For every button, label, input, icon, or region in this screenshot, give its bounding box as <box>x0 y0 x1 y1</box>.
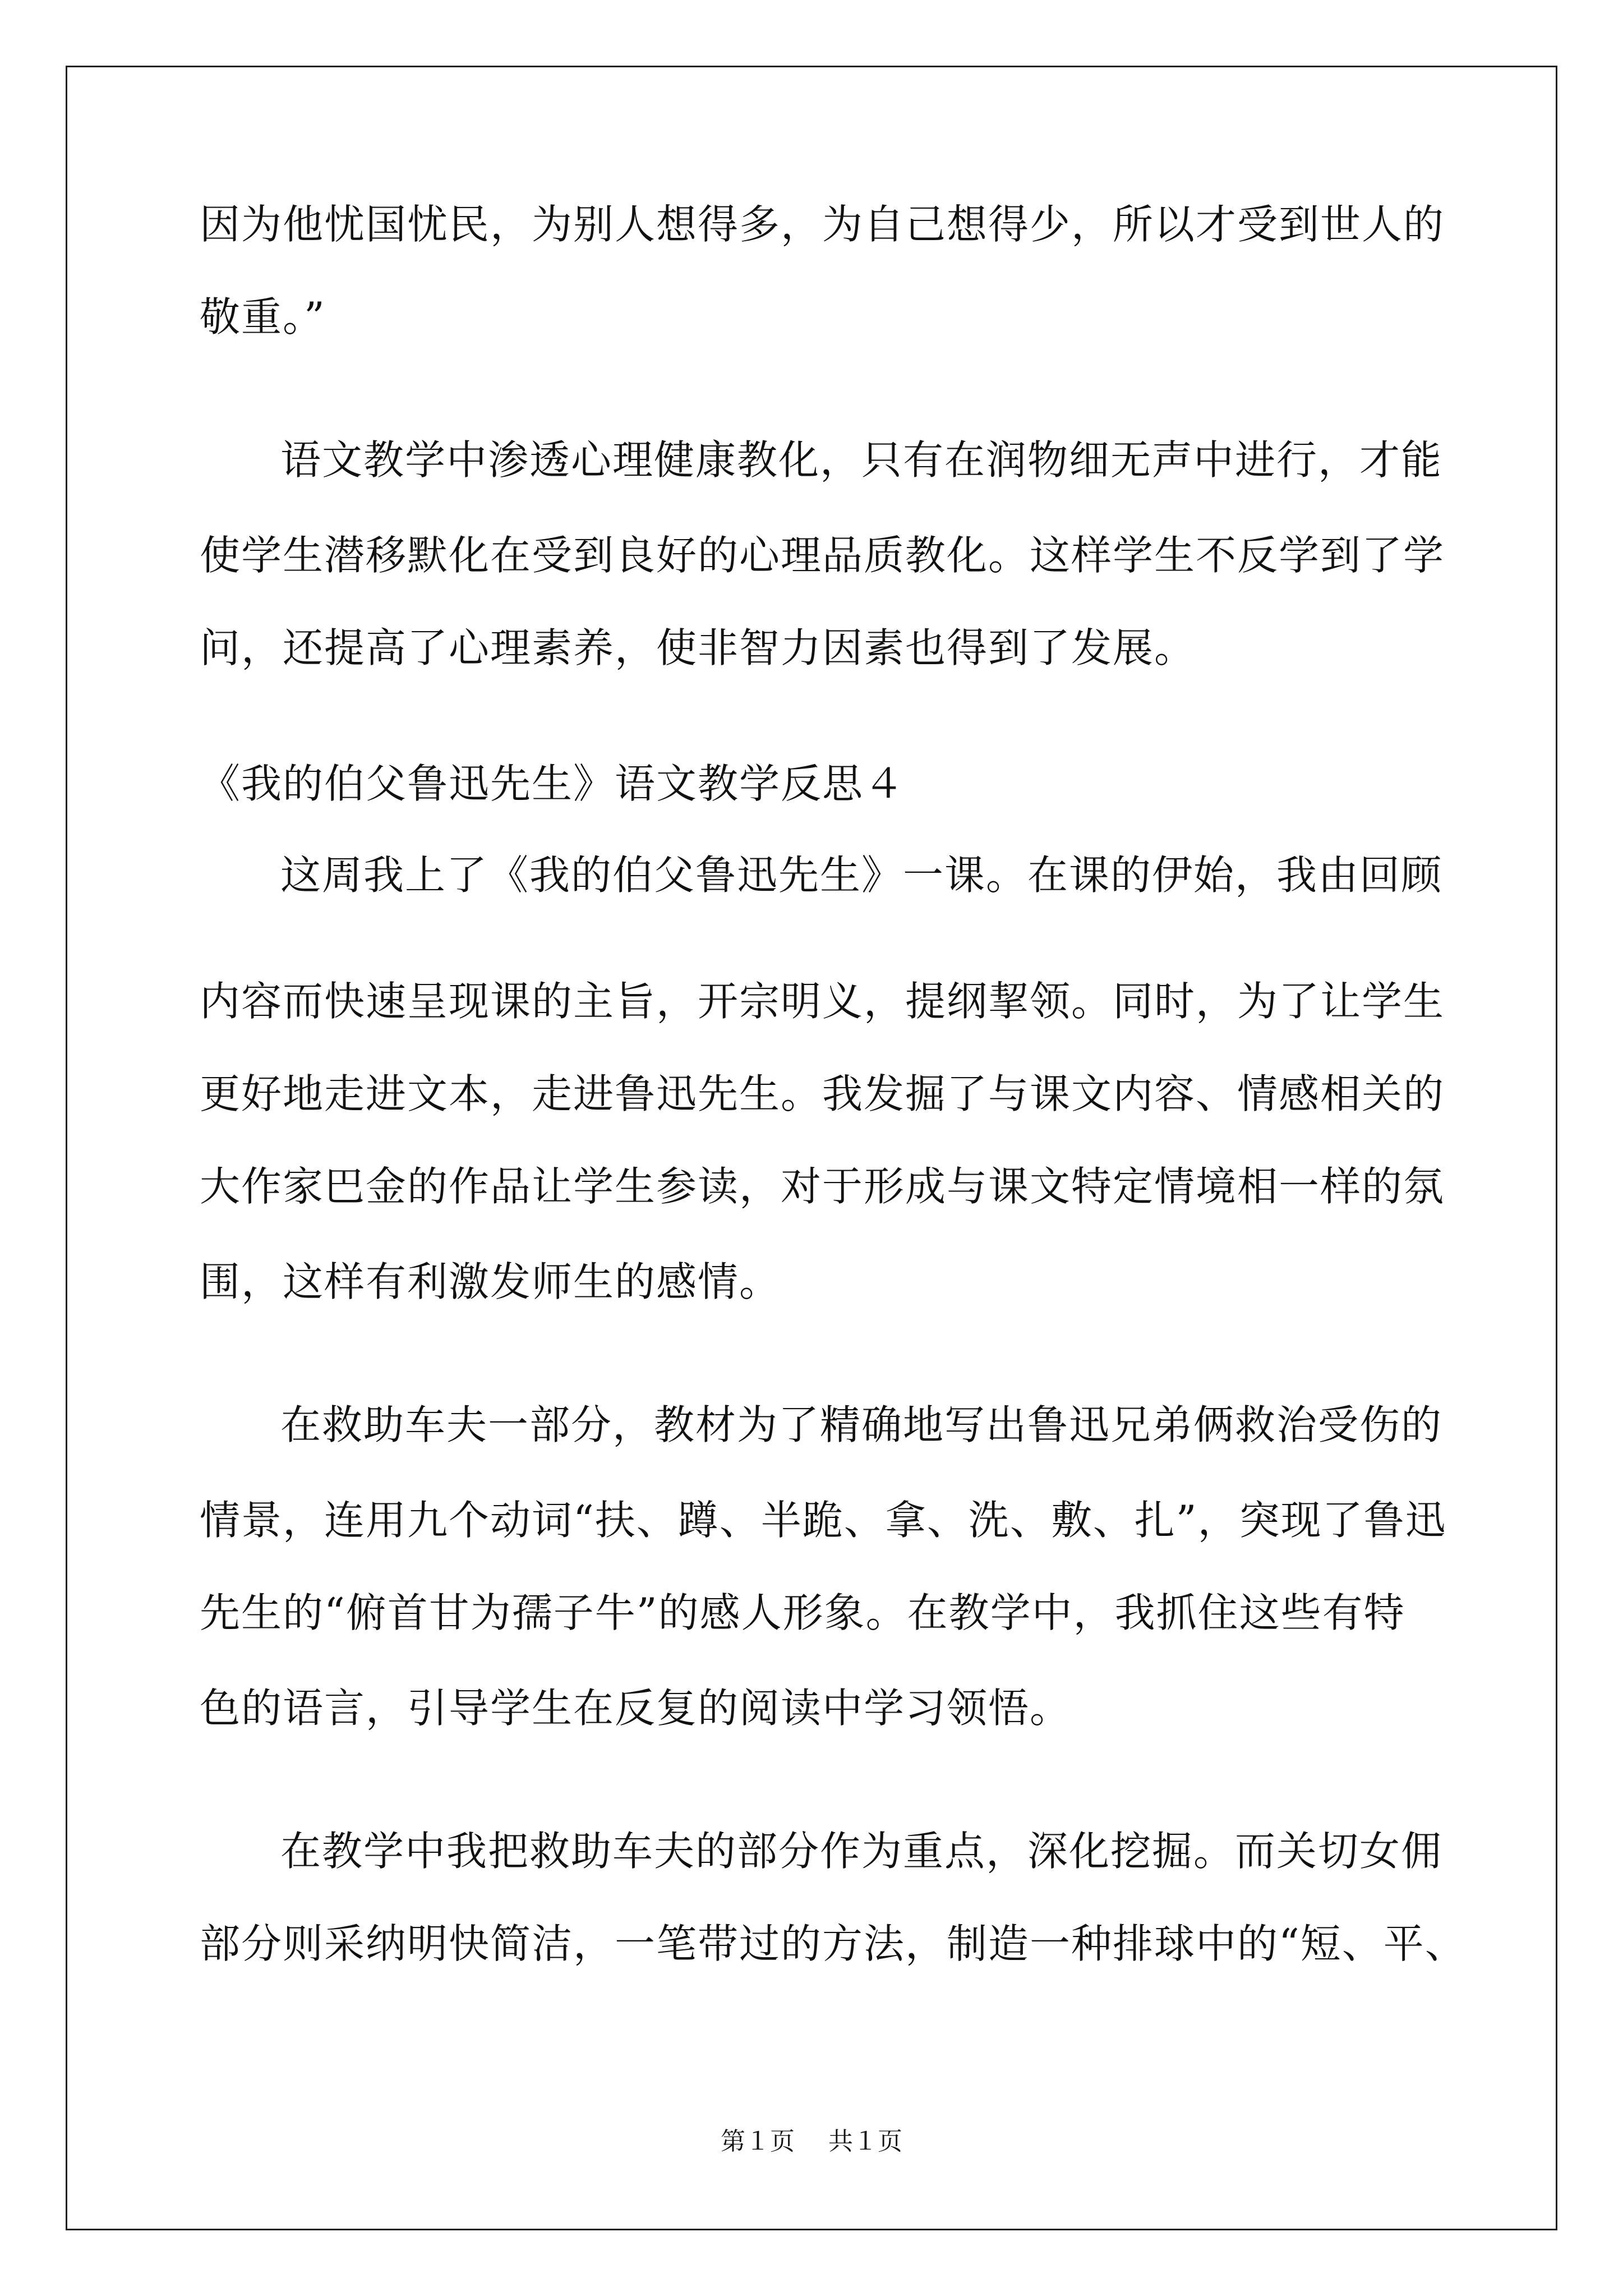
page-border <box>66 66 1557 2230</box>
body-text-line: 大作家巴金的作品让学生参读，对于形成与课文特定情境相一样的氛 <box>200 1163 1445 1210</box>
body-text-line: 因为他忧国忧民，为别人想得多，为自己想得少，所以才受到世人的 <box>200 201 1445 248</box>
body-text-line: 敬重。” <box>200 293 326 341</box>
page-footer <box>0 2126 1623 2157</box>
body-text-line: 情景，连用九个动词“扶、蹲、半跪、拿、洗、敷、扎”，突现了鲁迅 <box>200 1497 1447 1544</box>
page-total: 共１页 <box>828 2127 902 2156</box>
section-heading: 《我的伯父鲁迅先生》语文教学反思４ <box>200 760 906 807</box>
body-text-line: 在救助车夫一部分，教材为了精确地写出鲁迅兄弟俩救治受伤的 <box>280 1401 1443 1448</box>
body-text-line: 这周我上了《我的伯父鲁迅先生》一课。在课的伊始，我由回顾 <box>280 852 1443 899</box>
body-text-line: 内容而快速呈现课的主旨，开宗明义，提纲挈领。同时，为了让学生 <box>200 978 1445 1025</box>
body-text-line: 色的语言，引导学生在反复的阅读中学习领悟。 <box>200 1685 1072 1732</box>
page-number: 第１页 <box>721 2127 795 2156</box>
body-text-line: 使学生潜移默化在受到良好的心理品质教化。这样学生不反学到了学 <box>200 532 1445 579</box>
body-text-line: 问，还提高了心理素养，使非智力因素也得到了发展。 <box>200 624 1196 671</box>
body-text-line: 语文教学中渗透心理健康教化，只有在润物细无声中进行，才能 <box>280 436 1443 484</box>
body-text-line: 先生的“俯首甘为孺子牛”的感人形象。在教学中，我抓住这些有特 <box>200 1589 1405 1636</box>
body-text-line: 在教学中我把救助车夫的部分作为重点，深化挖掘。而关切女佣 <box>280 1828 1443 1875</box>
body-text-line: 更好地走进文本，走进鲁迅先生。我发掘了与课文内容、情感相关的 <box>200 1070 1445 1117</box>
body-text-line: 部分则采纳明快简洁，一笔带过的方法，制造一种排球中的“短、平、 <box>200 1920 1467 1967</box>
body-text-line: 围，这样有利激发师生的感情。 <box>200 1258 781 1305</box>
